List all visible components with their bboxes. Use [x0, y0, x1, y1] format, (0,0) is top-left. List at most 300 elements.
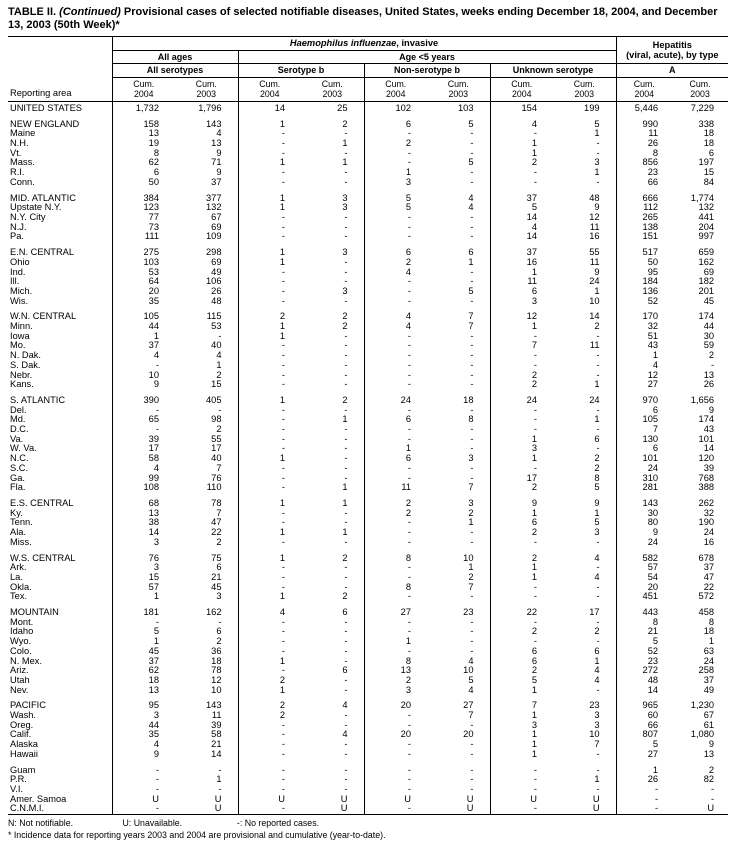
value-cell: 12 [490, 312, 553, 322]
reporting-area-cell: N.C. [8, 454, 112, 464]
value-cell: 162 [205, 608, 222, 618]
table-row [8, 627, 728, 637]
value-cell: 405 [205, 395, 222, 405]
value-cell: 14 [148, 528, 159, 538]
reporting-area-cell: Ky. [8, 509, 112, 519]
value-cell: - [344, 473, 348, 483]
value-cell: 105 [616, 415, 672, 425]
value-cell: 19 [148, 139, 159, 149]
value-cell: - [238, 750, 301, 760]
table-row [8, 637, 728, 647]
table-row [8, 592, 728, 602]
value-cell: 17 [589, 608, 600, 618]
value-cell: 23 [616, 657, 672, 667]
value-cell: 23 [463, 608, 474, 618]
value-cell: - [238, 637, 301, 647]
value-cell: 1 [238, 499, 301, 509]
title-rest: Provisional cases of selected notifiable diseases, United States, weeks ending December 18, 2004, and December 13, 2003 (50th Week)* [8, 6, 718, 32]
value-cell: 27 [616, 380, 672, 390]
value-cell: 2 [708, 765, 715, 775]
value-cell: 3 [490, 297, 553, 307]
value-cell: - [238, 415, 301, 425]
value-cell: - [238, 464, 301, 474]
value-cell: 24 [616, 464, 672, 474]
value-cell: - [490, 178, 553, 188]
value-cell: - [364, 380, 427, 390]
value-cell: - [344, 425, 348, 435]
table-body [8, 101, 728, 814]
value-cell: 27 [616, 750, 672, 760]
value-cell: - [596, 405, 600, 415]
value-cell: 24 [589, 277, 600, 287]
reporting-area-cell: Md. [8, 415, 112, 425]
value-cell: - [344, 463, 348, 473]
value-cell: 6 [364, 454, 427, 464]
value-cell: 59 [703, 341, 715, 351]
value-cell: 384 [143, 193, 159, 203]
reporting-area-cell: R.I. [8, 168, 112, 178]
table-row [8, 101, 728, 113]
value-cell: 36 [211, 646, 222, 656]
col-header-unknown-cum2003: Cum. 2003 [553, 77, 616, 101]
value-cell: 1 [594, 775, 600, 785]
value-cell: 1 [238, 120, 301, 130]
value-cell: 71 [211, 158, 222, 168]
value-cell: 2 [490, 380, 553, 390]
value-cell: - [490, 425, 553, 435]
value-cell: - [364, 213, 427, 223]
table-row [8, 268, 728, 278]
table-row [8, 647, 728, 657]
value-cell: - [238, 573, 301, 583]
value-cell: 143 [616, 499, 672, 509]
value-cell: 3 [342, 248, 348, 258]
value-cell: 201 [698, 286, 715, 296]
value-cell: 12 [589, 213, 600, 222]
value-cell: - [470, 139, 474, 149]
value-cell: 4 [594, 666, 600, 676]
value-cell: - [470, 405, 474, 415]
value-cell: 132 [698, 203, 715, 213]
value-cell: 6 [490, 287, 553, 297]
table-row [8, 711, 728, 721]
value-cell: 45 [211, 582, 222, 592]
value-cell: - [490, 804, 553, 814]
reporting-area-cell: La. [8, 573, 112, 583]
value-cell: - [344, 617, 348, 627]
value-cell: 390 [143, 395, 159, 405]
value-cell: 7 [468, 582, 474, 592]
value-cell: 5 [153, 627, 159, 637]
value-cell: 1,774 [690, 193, 715, 203]
value-cell: 14 [589, 312, 600, 322]
value-cell: U [152, 794, 159, 804]
value-cell: 2 [342, 395, 348, 405]
value-cell: 10 [148, 370, 159, 380]
value-cell: 2 [594, 454, 600, 464]
value-cell: 6 [468, 248, 474, 258]
value-cell: 151 [616, 232, 672, 242]
value-cell: - [344, 341, 348, 351]
value-cell: 37 [703, 563, 715, 573]
value-cell: 5 [468, 119, 474, 129]
value-cell: 2 [238, 711, 301, 721]
value-cell: 4 [364, 312, 427, 322]
value-cell: - [344, 222, 348, 232]
table-row [8, 129, 728, 139]
value-cell: 106 [205, 277, 222, 287]
value-cell: - [238, 341, 301, 351]
value-cell: - [364, 232, 427, 242]
col-header-serb-cum2003: Cum. 2003 [301, 77, 364, 101]
value-cell: 24 [364, 396, 427, 406]
value-cell: 26 [616, 775, 672, 785]
value-cell: 7 [216, 463, 222, 473]
value-cell: 64 [148, 277, 159, 287]
value-cell: - [238, 538, 301, 548]
reporting-area-cell: Mont. [8, 618, 112, 628]
title-prefix: TABLE II. [8, 6, 57, 18]
value-cell: 13 [148, 685, 159, 695]
value-cell: 132 [205, 203, 222, 213]
value-cell: 52 [616, 647, 672, 657]
value-cell: 110 [206, 483, 222, 493]
value-cell: - [470, 528, 474, 538]
value-cell: 51 [616, 332, 672, 342]
reporting-area-cell: S. ATLANTIC [8, 396, 112, 406]
value-cell: - [470, 627, 474, 637]
value-cell: 2 [216, 370, 222, 380]
value-cell: 1 [594, 656, 600, 666]
value-cell: 43 [616, 341, 672, 351]
value-cell: - [596, 637, 600, 647]
value-cell: - [238, 804, 301, 814]
value-cell: 47 [703, 572, 715, 582]
value-cell: 2 [490, 627, 553, 637]
value-cell: 101 [616, 454, 672, 464]
value-cell: 57 [616, 563, 672, 573]
haemophilus-group-header [112, 37, 616, 51]
value-cell: - [238, 474, 301, 484]
value-cell: - [155, 775, 159, 785]
value-cell: 120 [698, 454, 715, 464]
value-cell: 45 [148, 646, 159, 656]
table-row [8, 361, 728, 371]
value-cell: 95 [616, 268, 672, 278]
value-cell: - [596, 537, 600, 547]
value-cell: 2 [594, 322, 600, 332]
value-cell: 1 [594, 168, 600, 178]
value-cell: 1 [342, 158, 348, 168]
value-cell: 9 [708, 405, 715, 415]
value-cell: - [344, 656, 348, 666]
age-under5-header: Age <5 years [238, 51, 616, 64]
table-row [8, 676, 728, 686]
value-cell: 4 [468, 203, 474, 213]
value-cell: 1,080 [690, 730, 715, 740]
document-page [0, 6, 736, 841]
value-cell: - [364, 371, 427, 381]
value-cell: 1 [342, 415, 348, 425]
value-cell: 4 [342, 730, 348, 740]
value-cell: 16 [703, 537, 715, 547]
value-cell: 8 [616, 618, 672, 628]
value-cell: 170 [616, 312, 672, 322]
table-row [8, 425, 728, 435]
value-cell: - [344, 232, 348, 242]
footnotes [8, 818, 728, 841]
value-cell: - [364, 435, 427, 445]
value-cell: - [344, 360, 348, 370]
col-header-nonserb-cum2004: Cum. 2004 [364, 77, 427, 101]
value-cell: 32 [703, 508, 715, 518]
value-cell: 8 [364, 583, 427, 593]
value-cell: 143 [205, 701, 222, 711]
reporting-area-cell: Va. [8, 435, 112, 445]
value-cell: 3 [342, 203, 348, 213]
value-cell: 181 [143, 608, 159, 618]
value-cell: 45 [703, 296, 715, 306]
table-row [8, 464, 728, 474]
value-cell: 6 [364, 248, 427, 258]
value-cell: 99 [148, 473, 159, 483]
value-cell: - [344, 572, 348, 582]
value-cell: - [238, 509, 301, 519]
value-cell: 24 [490, 396, 553, 406]
value-cell: 1 [490, 730, 553, 740]
value-cell: - [238, 435, 301, 445]
value-cell: 5 [364, 194, 427, 204]
value-cell: 3 [153, 711, 159, 721]
value-cell: 11 [589, 257, 600, 267]
value-cell: 1 [153, 637, 159, 647]
value-cell: - [238, 129, 301, 139]
value-cell: 40 [211, 341, 222, 351]
value-cell: 8 [468, 415, 474, 425]
value-cell: U [707, 804, 715, 814]
value-cell: 7 [468, 711, 474, 721]
value-cell: 58 [211, 730, 222, 740]
value-cell: 105 [143, 312, 159, 322]
serotype-b-header: Serotype b [238, 64, 364, 77]
reporting-area-cell: Wis. [8, 297, 112, 307]
footnote-legend [8, 818, 728, 829]
value-cell: 35 [148, 730, 159, 740]
value-cell: 5 [364, 203, 427, 213]
value-cell: 6 [216, 627, 222, 637]
value-cell: 6 [490, 518, 553, 528]
col-header-serb-cum2004: Cum. 2004 [238, 77, 301, 101]
value-cell: 7 [616, 425, 672, 435]
reporting-area-cell: Colo. [8, 647, 112, 657]
value-cell: 49 [703, 685, 715, 695]
value-cell: 11 [589, 222, 600, 232]
value-cell: - [490, 637, 553, 647]
value-cell: 1 [238, 592, 301, 602]
value-cell: 458 [698, 608, 715, 618]
value-cell: 1 [616, 766, 672, 776]
value-cell: 807 [616, 730, 672, 740]
value-cell: 1 [490, 322, 553, 332]
value-cell: 13 [364, 666, 427, 676]
value-cell: 4 [216, 129, 222, 139]
value-cell: 2 [364, 499, 427, 509]
value-cell: 26 [616, 139, 672, 149]
value-cell: 10 [589, 730, 600, 740]
value-cell: - [344, 637, 348, 647]
reporting-area-cell: Kans. [8, 380, 112, 390]
table-row [8, 721, 728, 731]
value-cell: 6 [594, 646, 600, 656]
value-cell: - [344, 740, 348, 750]
value-cell: - [344, 627, 348, 637]
table-row [8, 740, 728, 750]
value-cell: 3 [468, 454, 474, 464]
value-cell: 1 [594, 129, 600, 139]
value-cell: - [238, 483, 301, 493]
reporting-area-cell: Ariz. [8, 666, 112, 676]
value-cell: - [344, 257, 348, 267]
value-cell: 18 [703, 129, 715, 139]
value-cell: - [238, 785, 301, 795]
reporting-area-cell: E.N. CENTRAL [8, 248, 112, 258]
value-cell: - [364, 766, 427, 776]
value-cell: - [238, 268, 301, 278]
value-cell: - [155, 360, 159, 370]
value-cell: 44 [703, 322, 715, 332]
reporting-area-cell: Nebr. [8, 371, 112, 381]
value-cell: - [364, 618, 427, 628]
value-cell: 1 [153, 331, 159, 341]
table-row [8, 730, 728, 740]
value-cell: 997 [698, 232, 715, 242]
value-cell: 4 [216, 351, 222, 361]
value-cell: 7,229 [690, 102, 715, 113]
table-row [8, 149, 728, 159]
value-cell: 5 [616, 740, 672, 750]
value-cell: - [344, 177, 348, 187]
value-cell: - [344, 720, 348, 730]
value-cell: - [596, 351, 600, 361]
value-cell: 1 [468, 563, 474, 573]
value-cell: - [238, 775, 301, 785]
reporting-area-cell: Mo. [8, 341, 112, 351]
reporting-area-header: Reporting area [8, 37, 112, 102]
value-cell: - [710, 784, 715, 794]
value-cell: 21 [211, 740, 222, 750]
table-header [8, 37, 728, 102]
value-cell: 572 [698, 592, 715, 602]
value-cell: 68 [148, 498, 159, 508]
value-cell: 13 [148, 129, 159, 139]
value-cell: 8 [364, 657, 427, 667]
value-cell: - [218, 784, 222, 794]
value-cell: - [596, 749, 600, 759]
value-cell: 13 [703, 749, 715, 759]
value-cell: 3 [342, 193, 348, 203]
value-cell: 103 [457, 102, 474, 113]
value-cell: 2 [364, 258, 427, 268]
col-header-hepa-cum2003: Cum. 2003 [672, 77, 728, 101]
value-cell: 24 [703, 528, 715, 538]
value-cell: 2 [342, 553, 348, 563]
value-cell: 1 [594, 415, 600, 425]
value-cell: - [155, 405, 159, 415]
value-cell: 23 [616, 168, 672, 178]
value-cell: 14 [616, 686, 672, 696]
value-cell: U [466, 794, 474, 804]
value-cell: 78 [211, 498, 222, 508]
value-cell: - [364, 573, 427, 583]
value-cell: 7 [594, 740, 600, 750]
reporting-area-cell: Vt. [8, 149, 112, 159]
value-cell: 123 [143, 203, 159, 213]
value-cell: - [364, 158, 427, 168]
reporting-area-cell: Pa. [8, 232, 112, 242]
reporting-area-cell: Ala. [8, 528, 112, 538]
value-cell: 1 [490, 740, 553, 750]
value-cell: 6 [708, 148, 715, 158]
value-cell: - [344, 370, 348, 380]
value-cell: 1 [238, 554, 301, 564]
value-cell: 4 [153, 351, 159, 361]
value-cell: 103 [143, 257, 159, 267]
value-cell: 53 [148, 267, 159, 277]
value-cell: 57 [148, 582, 159, 592]
value-cell: 5 [594, 518, 600, 528]
reporting-area-cell: Tex. [8, 592, 112, 602]
value-cell: 2 [364, 676, 427, 686]
value-cell: 4 [594, 675, 600, 685]
value-cell: - [364, 538, 427, 548]
value-cell: - [364, 406, 427, 416]
value-cell: 63 [703, 646, 715, 656]
value-cell: 80 [616, 518, 672, 528]
value-cell: 76 [211, 473, 222, 483]
value-cell: 39 [703, 463, 715, 473]
value-cell: 2 [216, 425, 222, 435]
value-cell: 14 [490, 232, 553, 242]
value-cell: - [490, 361, 553, 371]
table-row [8, 573, 728, 583]
value-cell: 154 [490, 101, 553, 113]
value-cell: 112 [616, 203, 672, 213]
hepatitis-group-header [616, 37, 728, 64]
value-cell: - [364, 518, 427, 528]
value-cell: 6 [616, 444, 672, 454]
value-cell: 10 [463, 553, 474, 563]
value-cell: 1 [238, 332, 301, 342]
table-row [8, 509, 728, 519]
value-cell: - [596, 685, 600, 695]
value-cell: - [344, 434, 348, 444]
value-cell: 11 [589, 341, 600, 351]
hepatitis-a-header: A [616, 64, 728, 77]
value-cell: 2 [490, 483, 553, 493]
value-cell: 17 [148, 444, 159, 454]
value-cell: 9 [594, 498, 600, 508]
value-cell: 98 [211, 415, 222, 425]
value-cell: 3 [342, 286, 348, 296]
value-cell: 1 [594, 286, 600, 296]
table-row [8, 178, 728, 188]
value-cell: 182 [698, 277, 715, 287]
value-cell: 2 [594, 463, 600, 473]
reporting-area-cell: Conn. [8, 178, 112, 188]
table-row [8, 168, 728, 178]
value-cell: - [364, 711, 427, 721]
value-cell: U [340, 794, 348, 804]
